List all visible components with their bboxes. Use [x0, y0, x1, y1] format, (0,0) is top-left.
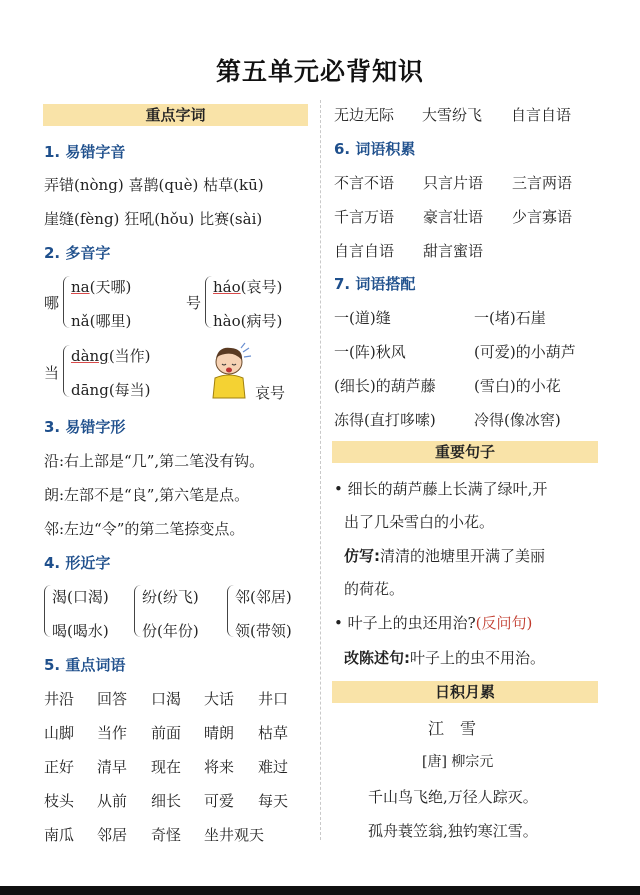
polyphonic-entry: dāng(每当) [71, 381, 151, 399]
vocab-word: 邻居 [97, 826, 128, 844]
form-note: 朗:左部不是“良”,第六笔是点。 [44, 486, 250, 504]
polyphonic-entry: dàng(当作) [71, 347, 151, 365]
vocab-word: 南瓜 [44, 826, 75, 844]
brace [63, 276, 70, 328]
accumulated-word: 三言两语 [512, 174, 573, 192]
vocab-word: 回答 [97, 690, 128, 708]
vocab-word: 难过 [258, 758, 289, 776]
brace [227, 585, 234, 637]
similar-char-entry: 喝(喝水) [52, 622, 109, 640]
similar-char-entry: 份(年份) [142, 622, 199, 640]
sentence-line: 出了几朵雪白的小花。 [344, 513, 495, 531]
word-item: 比赛(sài) [199, 210, 263, 228]
brace [44, 585, 51, 637]
heading-similar-characters: 4. 形近字 [44, 554, 111, 572]
pronunciation-row-1 [44, 174, 264, 195]
vocab-word: 井口 [258, 690, 289, 708]
accumulated-word: 只言片语 [423, 174, 484, 192]
accumulated-word: 少言寡语 [512, 208, 573, 226]
poem-line: 孤舟蓑笠翁,独钓寒江雪。 [368, 822, 538, 840]
vocab-word: 正好 [44, 758, 75, 776]
vocab-word: 枯草 [258, 724, 289, 742]
heading-polyphonic: 2. 多音字 [44, 244, 111, 262]
poem-author: [唐] 柳宗元 [422, 754, 494, 770]
vocab-word: 现在 [151, 758, 182, 776]
heading-collocations: 7. 词语搭配 [334, 275, 416, 293]
vocab-word: 奇怪 [151, 826, 182, 844]
section-band-key-words: 重点字词 [43, 104, 308, 126]
word-item: 喜鹊(què) [128, 176, 199, 194]
accumulated-word: 千言万语 [334, 208, 395, 226]
collocation-item: 冷得(像冰窖) [474, 411, 561, 429]
vocab-word: 前面 [151, 724, 182, 742]
vocab-word: 从前 [97, 792, 128, 810]
vocab-word: 细长 [151, 792, 182, 810]
heading-pronunciation: 1. 易错字音 [44, 143, 126, 161]
heading-key-vocabulary: 5. 重点词语 [44, 656, 126, 674]
word-item: 弄错(nòng) [44, 176, 124, 194]
poem-title: 江 雪 [428, 719, 477, 738]
vocab-word: 大话 [204, 690, 235, 708]
page-title: 第五单元必背知识 [215, 57, 424, 86]
word-item: 狂吼(hǒu) [124, 210, 195, 228]
similar-char-entry: 渴(口渴) [52, 588, 109, 606]
imitation-line: 仿写:清清的池塘里开满了美丽 [344, 547, 546, 565]
collocation-item: 一(阵)秋风 [334, 343, 406, 361]
sentence-line: • 叶子上的虫还用治?(反问句) [334, 614, 533, 632]
footer-bar [0, 886, 640, 895]
collocation-item: (雪白)的小花 [474, 377, 561, 395]
brace [134, 585, 141, 637]
idiom-item: 自言自语 [511, 106, 572, 124]
vocab-word: 山脚 [44, 724, 75, 742]
section-band-poem: 日积月累 [332, 681, 598, 703]
poem-line: 千山鸟飞绝,万径人踪灭。 [368, 788, 538, 806]
accumulated-word: 甜言蜜语 [423, 242, 484, 260]
crying-child-illustration [205, 342, 253, 400]
vocab-word: 口渴 [151, 690, 182, 708]
accumulated-word: 自言自语 [334, 242, 395, 260]
accumulated-word: 豪言壮语 [423, 208, 484, 226]
form-note: 邻:左边“令”的第二笔捺变点。 [44, 520, 245, 538]
vocab-word: 枝头 [44, 792, 75, 810]
idiom-item: 无边无际 [334, 106, 395, 124]
similar-char-entry: 邻(邻居) [235, 588, 292, 606]
accumulated-word: 不言不语 [334, 174, 395, 192]
brace [205, 276, 212, 328]
illustration-caption: 哀号 [255, 384, 286, 402]
idiom-item: 大雪纷飞 [422, 106, 483, 124]
similar-char-entry: 领(带领) [235, 622, 292, 640]
polyphonic-entry: nǎ(哪里) [71, 312, 132, 330]
vocab-word: 可爱 [204, 792, 235, 810]
imitation-line: 的荷花。 [344, 580, 405, 598]
vocab-word: 将来 [204, 758, 235, 776]
collocation-item: 冻得(直打哆嗦) [334, 411, 436, 429]
polyphonic-char: 哪 [44, 294, 60, 312]
collocation-item: (细长)的葫芦藤 [334, 377, 436, 395]
collocation-item: 一(道)缝 [334, 309, 391, 327]
pronunciation-row-2 [44, 208, 262, 229]
vocab-word: 清早 [97, 758, 128, 776]
column-divider [320, 100, 321, 840]
collocation-item: (可爱)的小葫芦 [474, 343, 576, 361]
section-band-sentences: 重要句子 [332, 441, 598, 463]
sentence-line: • 细长的葫芦藤上长满了绿叶,开 [334, 480, 548, 498]
declarative-line: 改陈述句:叶子上的虫不用治。 [344, 649, 546, 667]
word-item: 枯草(kū) [203, 176, 264, 194]
vocab-word: 坐井观天 [204, 826, 265, 844]
heading-word-accumulation: 6. 词语积累 [334, 140, 416, 158]
vocab-word: 每天 [258, 792, 289, 810]
form-note: 沿:右上部是“几”,第二笔没有钩。 [44, 452, 265, 470]
word-item: 崖缝(fèng) [44, 210, 120, 228]
heading-character-forms: 3. 易错字形 [44, 418, 126, 436]
collocation-item: 一(堵)石崖 [474, 309, 546, 327]
vocab-word: 井沿 [44, 690, 75, 708]
similar-char-entry: 纷(纷飞) [142, 588, 199, 606]
brace [63, 345, 70, 397]
vocab-word: 当作 [97, 724, 128, 742]
polyphonic-entry: na(天哪) [71, 278, 132, 296]
polyphonic-char: 当 [44, 364, 60, 382]
polyphonic-char: 号 [186, 294, 202, 312]
vocab-word: 晴朗 [204, 724, 235, 742]
polyphonic-entry: hào(病号) [213, 312, 283, 330]
polyphonic-entry: háo(哀号) [213, 278, 283, 296]
